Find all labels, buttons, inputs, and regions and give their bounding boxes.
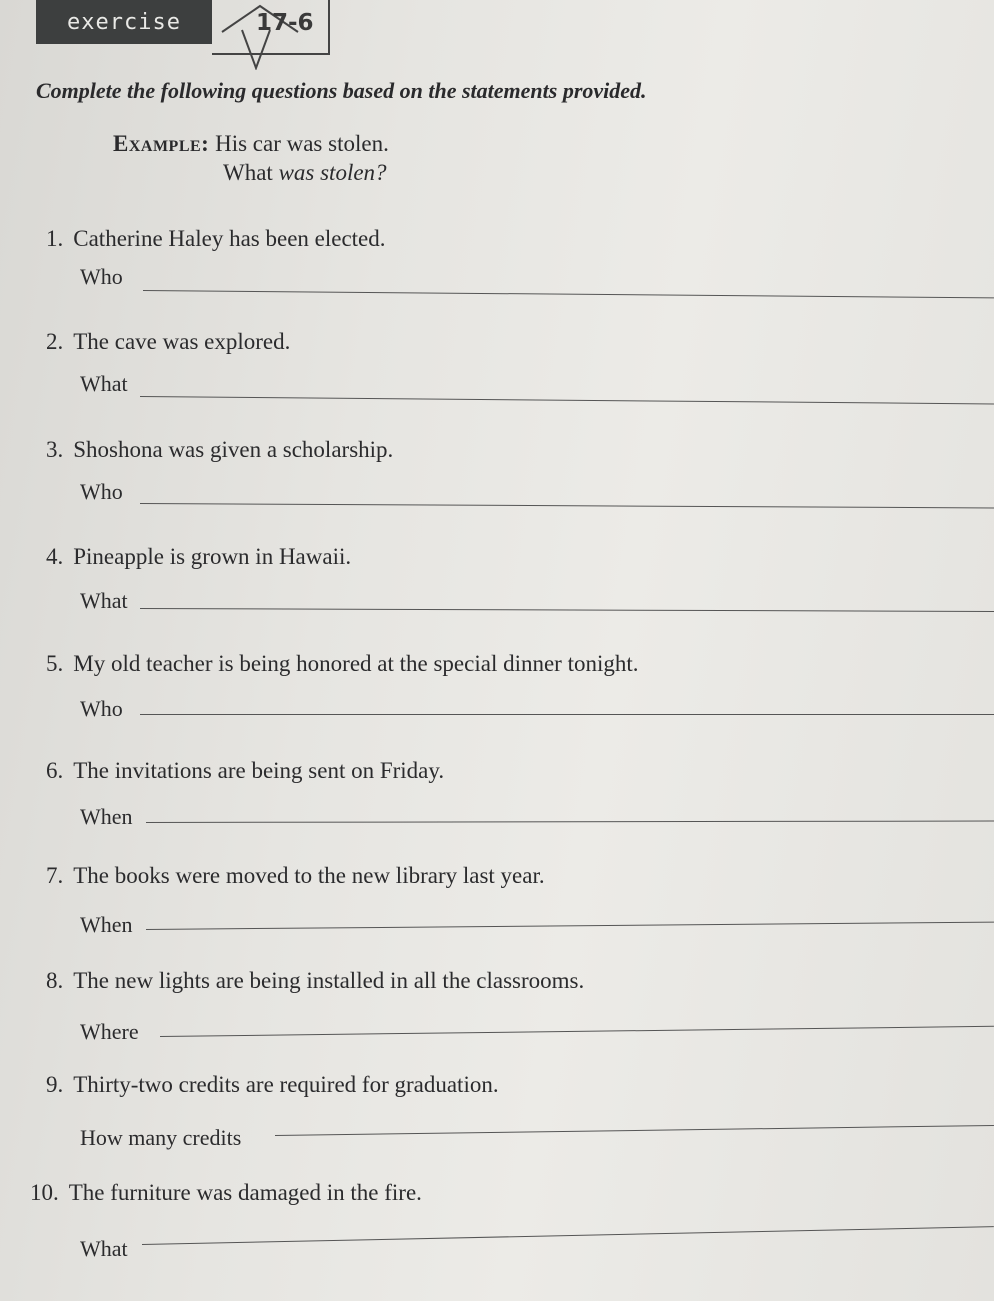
question-7-prompt: When	[80, 912, 133, 937]
statement-text: The cave was explored.	[73, 329, 291, 354]
example-statement-text: His car was stolen.	[215, 131, 389, 156]
question-number: 3.	[46, 437, 64, 462]
question-8-prompt: Where	[80, 1019, 139, 1044]
example-answer-italic: was stolen?	[278, 160, 387, 185]
example-answer	[223, 160, 387, 186]
question-10-answer-line[interactable]	[142, 1226, 994, 1245]
question-1-answer-line[interactable]	[143, 290, 994, 298]
statement-text: The new lights are being installed in all the classrooms.	[73, 968, 585, 993]
statement-text: Catherine Haley has been elected.	[73, 226, 386, 251]
instructions: Complete the following questions based on the statements provided.	[36, 78, 647, 103]
question-3-answer-line[interactable]	[140, 503, 994, 508]
question-2-prompt: What	[80, 371, 128, 396]
question-5-statement	[46, 651, 639, 677]
question-1-prompt: Who	[80, 264, 123, 289]
example-answer-plain: What	[223, 160, 273, 185]
question-number: 9.	[46, 1072, 64, 1097]
question-5-prompt: Who	[80, 696, 123, 721]
question-9-prompt: How many credits	[80, 1125, 242, 1150]
question-2-statement	[46, 329, 290, 355]
question-5-answer-line[interactable]	[140, 714, 994, 715]
question-number: 10.	[30, 1180, 59, 1205]
question-number: 4.	[46, 544, 64, 569]
question-6-statement	[46, 758, 444, 784]
question-7-answer-line[interactable]	[146, 922, 994, 930]
statement-text: The furniture was damaged in the fire.	[68, 1180, 422, 1205]
question-10-prompt: What	[80, 1236, 128, 1261]
question-number: 7.	[46, 863, 64, 888]
exercise-number: 17-6	[256, 10, 314, 36]
example-label: Example:	[113, 131, 210, 156]
question-8-answer-line[interactable]	[160, 1026, 994, 1037]
question-8-statement	[46, 968, 584, 994]
question-4-statement	[46, 544, 351, 570]
question-number: 6.	[46, 758, 64, 783]
statement-text: Shoshona was given a scholarship.	[73, 437, 394, 462]
question-3-prompt: Who	[80, 479, 123, 504]
example-statement	[113, 131, 389, 157]
question-9-answer-line[interactable]	[275, 1125, 994, 1136]
question-10-statement	[30, 1180, 422, 1206]
question-2-answer-line[interactable]	[140, 396, 994, 404]
question-4-answer-line[interactable]	[140, 608, 994, 612]
question-number: 8.	[46, 968, 64, 993]
question-6-answer-line[interactable]	[146, 821, 994, 823]
question-3-statement	[46, 437, 393, 463]
question-number: 1.	[46, 226, 64, 251]
statement-text: The invitations are being sent on Friday.	[73, 758, 445, 783]
statement-text: My old teacher is being honored at the special dinner tonight.	[73, 651, 639, 676]
question-6-prompt: When	[80, 804, 133, 829]
question-7-statement	[46, 863, 545, 889]
statement-text: Pineapple is grown in Hawaii.	[73, 544, 352, 569]
question-9-statement	[46, 1072, 499, 1098]
question-number: 2.	[46, 329, 64, 354]
question-number: 5.	[46, 651, 64, 676]
question-4-prompt: What	[80, 588, 128, 613]
exercise-label: exercise	[36, 0, 212, 44]
question-1-statement	[46, 226, 386, 252]
statement-text: The books were moved to the new library last year.	[73, 863, 545, 888]
statement-text: Thirty-two credits are required for graduation.	[73, 1072, 499, 1097]
